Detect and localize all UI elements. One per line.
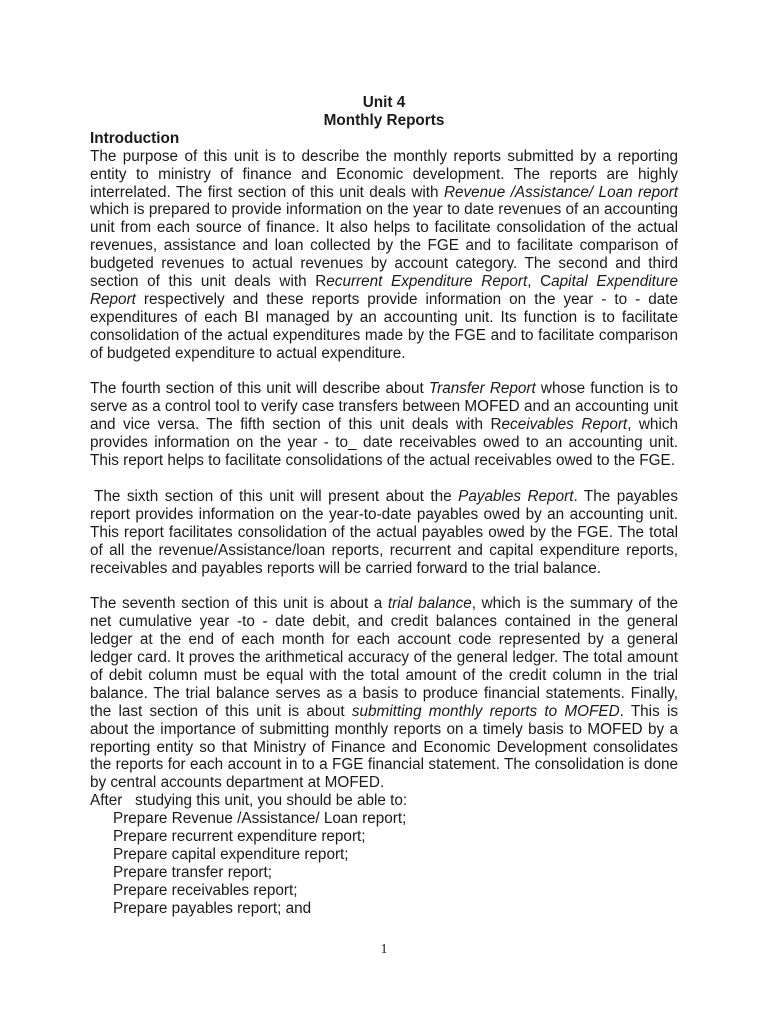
document-page [90,94,678,918]
paragraph-introduction [90,148,678,363]
objective-item: Prepare receivables report; [113,881,298,899]
paragraph-payables [90,488,678,578]
text-segment: , C [527,273,552,291]
objective-item: Prepare Revenue /Assistance/ Loan report; [113,810,407,828]
emphasized-term: ecurrent Expenditure Report [326,273,528,291]
emphasized-term: submitting monthly reports to MOFED [351,702,620,720]
emphasized-term: Transfer Report [428,380,536,398]
text-segment: which is prepared to provide information on the year to date revenues of an accounting unit from each source of finance. It also helps to facilitate consolidation of the actual revenues, assistance and loan collected by the FGE and to facilitate comparison of budgeted revenues to actual revenues by account category. The second and third section of this unit deals with R [90,201,678,291]
section-heading: Introduction [90,129,180,147]
emphasized-term: Revenue /Assistance/ Loan report [443,183,678,201]
text-segment: , which provides information on the year - to_ date receivables owed to an accounting unit. This report helps to facilitate consolidations of the actual receivables owed to the FGE. [90,416,678,470]
text-segment: respectively and these reports provide information on the year - to - date expenditures of each BI managed by an accounting unit. Its function is to facilitate consolidation of the actual expenditures made by the FGE and to facilitate comparison of budgeted expenditure to actual expenditure. [90,290,678,362]
objective-item: Prepare payables report; and [113,899,312,917]
unit-subtitle: Monthly Reports [323,111,445,129]
text-segment: The sixth section of this unit will present about the [94,487,459,505]
emphasized-term: Payables Report [458,487,574,505]
objective-item: Prepare recurrent expenditure report; [113,828,366,846]
objectives-list [90,810,678,917]
text-segment: The fourth section of this unit will describe about [90,380,429,398]
objective-item: Prepare transfer report; [113,863,272,881]
emphasized-term: eceivables Report [501,416,628,434]
text-segment: The purpose of this unit is to describe the monthly reports submitted by a reporting entity to ministry of finance and Economic development. The reports are highly interrelated. The first section of this unit deals with [90,147,678,201]
objective-item: Prepare capital expenditure report; [113,846,349,864]
text-segment: whose function is to serve as a control tool to verify case transfers between MOFED and an accounting unit and vice versa. The fifth section of this unit deals with R [90,380,678,434]
text-segment: , which is the summary of the net cumulative year -to - date debit, and credit balances contained in the general ledger at the end of each month for each account code represented by a general ledger card. It proves the arithmetical accuracy of the general ledger. The total amount of debit column must be equal with the total amount of the credit column in the trial balance. The trial balance serves as a basis to produce financial statements. Finally, the last section of this unit is about [90,595,678,720]
emphasized-term: trial balance [387,595,472,613]
text-segment: . This is about the importance of submitting monthly reports on a timely basis to MOFED by a reporting entity so that Ministry of Finance and Economic Development consolidates the reports for each account in to a FGE financial statement. The consolidation is done by central accounts department at MOFED. [90,702,678,792]
paragraph-trial-balance [90,595,678,792]
text-segment: . The payables report provides information on the year-to-date payables owed by an accounting unit. This report facilitates consolidation of the actual payables owed by the FGE. The total of all the revenue/Assistance/loan reports, recurrent and capital expenditure reports, receivables and payables reports will be carried forward to the trial balance. [90,487,678,577]
page-number: 1 [380,942,388,957]
objectives-intro: After studying this unit, you should be able to: [90,792,408,810]
text-segment: The seventh section of this unit is about a [90,595,388,613]
unit-title: Unit 4 [362,94,406,111]
paragraph-transfer-receivables [90,380,678,470]
emphasized-term: apital Expenditure Report [90,273,679,308]
